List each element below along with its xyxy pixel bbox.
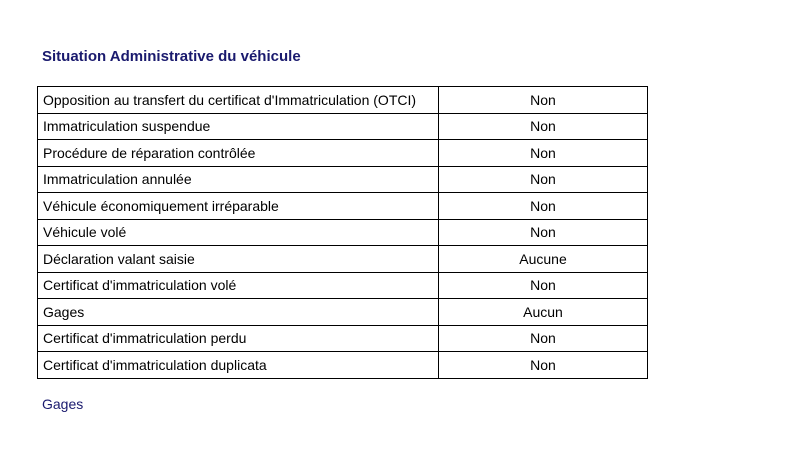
table-row (38, 166, 648, 193)
row-label: Immatriculation annulée (38, 166, 439, 193)
row-value: Non (439, 113, 648, 140)
row-value: Non (439, 140, 648, 167)
row-label: Certificat d'immatriculation perdu (38, 325, 439, 352)
row-label: Véhicule économiquement irréparable (38, 193, 439, 220)
row-value: Aucun (439, 299, 648, 326)
row-value: Aucune (439, 246, 648, 273)
row-value: Non (439, 272, 648, 299)
table-row (38, 352, 648, 379)
row-value: Non (439, 352, 648, 379)
table-row (38, 140, 648, 167)
table-row (38, 113, 648, 140)
administrative-status-table (37, 86, 648, 379)
row-label: Véhicule volé (38, 219, 439, 246)
row-label: Déclaration valant saisie (38, 246, 439, 273)
row-value: Non (439, 219, 648, 246)
table-row (38, 219, 648, 246)
table-row (38, 272, 648, 299)
table-row (38, 193, 648, 220)
row-label: Certificat d'immatriculation volé (38, 272, 439, 299)
row-value: Non (439, 193, 648, 220)
row-label: Procédure de réparation contrôlée (38, 140, 439, 167)
row-value: Non (439, 87, 648, 114)
table-row (38, 87, 648, 114)
row-label: Certificat d'immatriculation duplicata (38, 352, 439, 379)
row-label: Gages (38, 299, 439, 326)
row-value: Non (439, 166, 648, 193)
row-label: Opposition au transfert du certificat d'Immatriculation (OTCI) (38, 87, 439, 114)
row-value: Non (439, 325, 648, 352)
row-label: Immatriculation suspendue (38, 113, 439, 140)
table-row (38, 246, 648, 273)
table-row (38, 325, 648, 352)
gages-section-link[interactable]: Gages (42, 396, 84, 412)
section-title: Situation Administrative du véhicule (42, 48, 301, 65)
table-row (38, 299, 648, 326)
